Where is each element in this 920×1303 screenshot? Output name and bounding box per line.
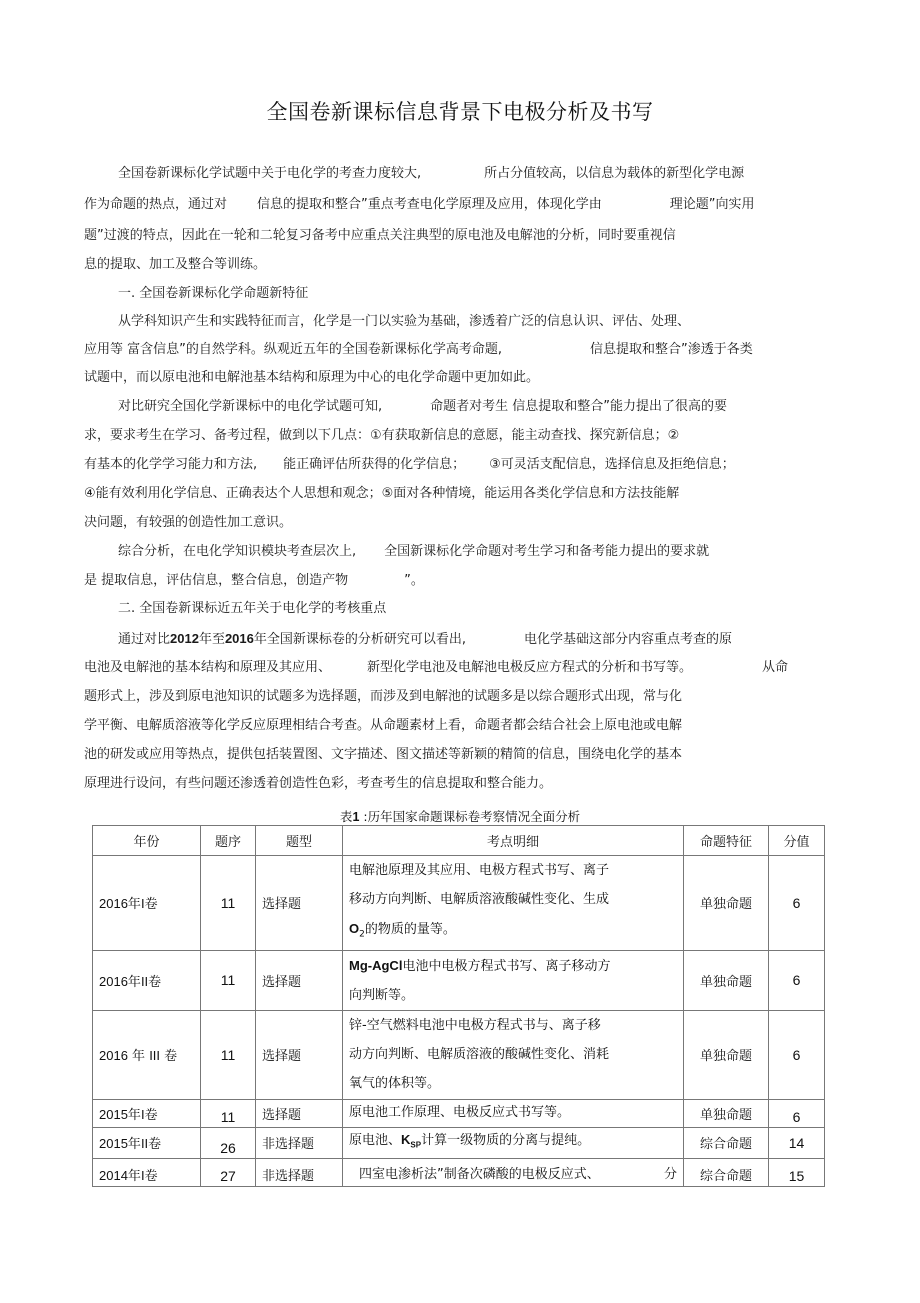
- text: 所占分值较高，以信息为载体的新型化学电源: [484, 166, 745, 181]
- volume-char: 卷: [148, 974, 162, 990]
- cell-detail: [343, 1127, 684, 1158]
- s1-p1-line-1: 从学科知识产生和实践特征而言，化学是一门以实验为基础，渗透着广泛的信息认识、评估、处理、: [118, 314, 691, 329]
- text: 全国卷新课标化学试题中关于电化学的考查力度较大,: [118, 166, 422, 181]
- cell-score: 6: [769, 856, 825, 951]
- text: ③可灵活支配信息，选择信息及拒绝信息；: [489, 457, 735, 472]
- formula-k: K: [401, 1131, 411, 1147]
- s1-p3-line-1: [118, 544, 709, 560]
- text: 年至: [198, 632, 225, 647]
- s1-p3-line-2: [84, 573, 424, 589]
- cell-year: [93, 1127, 201, 1158]
- text: 电池及电解池的基本结构和原理及其应用、: [84, 660, 332, 675]
- detail-line: 电解池原理及其应用、电极方程式书写、离子: [349, 863, 610, 878]
- formula-o: O: [349, 921, 360, 936]
- text: 电化学基础这部分内容重点考查的原: [524, 632, 733, 647]
- formula-sub: 2: [359, 929, 365, 940]
- cell-type: 选择题: [256, 950, 343, 1010]
- s2-p1-line-2: [84, 660, 788, 676]
- cell-type: 选择题: [256, 856, 343, 951]
- volume-char: 卷: [148, 1137, 162, 1153]
- table-row: [93, 1010, 825, 1099]
- year-char: 年: [127, 1049, 150, 1065]
- cell-number: 11: [201, 856, 256, 951]
- text: 新型化学电池及电解池电极反应方程式的分析和书写等。: [367, 660, 693, 675]
- volume-num: II: [140, 973, 149, 989]
- table-row: [93, 1158, 825, 1186]
- s2-p1-line-3: 题形式上，涉及到原电池知识的试题多为选择题，而涉及到电解池的试题多是以综合题形式出现，常与化: [84, 689, 683, 704]
- table-row: [93, 1099, 825, 1127]
- table-row: [93, 950, 825, 1010]
- year-char: 年: [127, 974, 141, 990]
- text: 命题者对考生 信息提取和整合”能力提出了很高的要: [430, 399, 728, 414]
- cell-number: 11: [201, 1099, 256, 1127]
- text: ”。: [404, 573, 424, 588]
- volume-char: 卷: [144, 897, 158, 913]
- document-title: 全国卷新课标信息背景下电极分析及书写: [266, 100, 654, 124]
- s2-p1-line-5: 池的研发或应用等热点，提供包括装置图、文字描述、图文描述等新颖的精简的信息，围绕电化学的基本: [84, 747, 683, 762]
- detail-line: [349, 951, 677, 981]
- cell-number: 11: [201, 1010, 256, 1099]
- table-row: [93, 1127, 825, 1158]
- detail-text: 计算一级物质的分离与提纯。: [421, 1132, 591, 1148]
- caption-number: 1: [352, 810, 360, 824]
- cell-detail: [343, 950, 684, 1010]
- year-2016: 2016: [224, 631, 254, 646]
- cell-type: 非选择题: [256, 1158, 343, 1186]
- year-num: 2016: [99, 1048, 128, 1064]
- formula-sub: SP: [410, 1140, 422, 1150]
- text: 从命: [762, 660, 789, 675]
- table-caption: [0, 807, 920, 825]
- cell-feature: 单独命题: [684, 1099, 769, 1127]
- text: 全国新课标化学命题对考生学习和备考能力提出的要求就: [384, 544, 710, 559]
- volume-char: 卷: [144, 1168, 158, 1184]
- detail-line: [349, 914, 677, 950]
- year-char: 年: [127, 1168, 141, 1184]
- table-row: [93, 856, 825, 951]
- text: 对比研究全国化学新课标中的电化学试题可知,: [118, 399, 383, 414]
- cell-feature: 单独命题: [684, 856, 769, 951]
- cell-feature: 单独命题: [684, 1010, 769, 1099]
- cell-year: [93, 1158, 201, 1186]
- text: 信息提取和整合”渗透于各类: [590, 342, 753, 357]
- s1-p2-line-1: [118, 399, 727, 415]
- detail-text: 的物质的量等。: [364, 922, 456, 937]
- detail-text: 电池中电极方程式书写、离子移动方: [402, 958, 611, 974]
- cell-score: 14: [769, 1127, 825, 1158]
- cell-type: 选择题: [256, 1099, 343, 1127]
- cell-year: [93, 950, 201, 1010]
- year-num: 2015: [99, 1106, 128, 1122]
- section-1-heading: 一. 全国卷新课标化学命题新特征: [118, 286, 309, 301]
- year-char: 年: [127, 1137, 141, 1153]
- cell-detail: 原电池工作原理、电极反应式书写等。: [343, 1099, 684, 1127]
- volume-num: III: [149, 1048, 161, 1064]
- year-num: 2014: [99, 1167, 128, 1183]
- caption-text: :历年国家命题课标卷考察情况全面分析: [359, 809, 581, 824]
- detail-text: 四室电渗析法”制备次磷酸的电极反应式、: [359, 1166, 600, 1182]
- volume-num: II: [140, 1136, 149, 1152]
- s1-p2-line-2: 求，要求考生在学习、备考过程，做到以下几点：①有获取新信息的意愿，能主动查找、探究新信息；②: [84, 428, 680, 443]
- s1-p2-line-3: [84, 457, 735, 473]
- header-type: 题型: [256, 826, 343, 856]
- text: 作为命题的热点，通过对: [84, 197, 228, 212]
- cell-feature: 综合命题: [684, 1158, 769, 1186]
- intro-line-2: [84, 197, 755, 213]
- cell-number: 27: [201, 1158, 256, 1186]
- table-header-row: [93, 826, 825, 856]
- year-num: 2015: [99, 1136, 128, 1152]
- cell-detail: [343, 1158, 684, 1186]
- intro-line-3: 题”过渡的特点，因此在一轮和二轮复习备考中应重点关注典型的原电池及电解池的分析，同时要重视信: [84, 228, 676, 243]
- header-score: 分值: [769, 826, 825, 856]
- detail-line: 移动方向判断、电解质溶液酸碱性变化、生成: [349, 892, 610, 907]
- text: 能正确评估所获得的化学信息；: [283, 457, 466, 472]
- detail-line: 动方向判断、电解质溶液的酸碱性变化、消耗: [349, 1047, 610, 1063]
- cell-score: 6: [769, 1010, 825, 1099]
- cell-score: 6: [769, 950, 825, 1010]
- s1-p2-line-5: 决问题，有较强的创造性加工意识。: [84, 515, 293, 530]
- s1-p1-line-2: [84, 342, 753, 358]
- year-2012: 2012: [170, 631, 199, 646]
- caption-prefix: 表: [339, 809, 353, 824]
- s2-p1-line-1: [118, 631, 732, 648]
- cell-year: [93, 856, 201, 951]
- volume-num: I: [140, 896, 145, 912]
- text: 应用等 富含信息”的自然学科。纵观近五年的全国卷新课标化学高考命题,: [84, 342, 502, 357]
- intro-line-4: 息的提取、加工及整合等训练。: [84, 257, 267, 272]
- cell-detail: [343, 1010, 684, 1099]
- cell-score: 15: [769, 1158, 825, 1186]
- header-feature: 命题特征: [684, 826, 769, 856]
- header-number: 题序: [201, 826, 256, 856]
- text: 是 提取信息，评估信息，整合信息，创造产物: [84, 573, 349, 588]
- header-year: 年份: [93, 826, 201, 856]
- cell-type: 选择题: [256, 1010, 343, 1099]
- cell-number: 11: [201, 950, 256, 1010]
- detail-line: 氧气的体积等。: [349, 1076, 441, 1092]
- s2-p1-line-6: 原理进行设问，有些问题还渗透着创造性色彩，考查考生的信息提取和整合能力。: [84, 776, 553, 791]
- cell-score: 6: [769, 1099, 825, 1127]
- detail-line: 锌-空气燃料电池中电极方程式书与、离子移: [349, 1018, 601, 1034]
- year-num: 2016: [99, 973, 128, 989]
- s2-p1-line-4: 学平衡、电解质溶液等化学反应原理相结合考查。从命题素材上看，命题者都会结合社会上原电池或电解: [84, 718, 683, 733]
- text: 有基本的化学学习能力和方法,: [84, 457, 258, 472]
- text: 年全国新课标卷的分析研究可以看出,: [253, 632, 467, 647]
- section-2-heading: 二. 全国卷新课标近五年关于电化学的考核重点: [118, 601, 387, 616]
- s1-p1-line-3: 试题中，而以原电池和电解池基本结构和原理为中心的电化学命题中更加如此。: [84, 370, 540, 385]
- detail-text: 分: [663, 1166, 677, 1182]
- year-char: 年: [127, 1107, 141, 1123]
- year-char: 年: [127, 897, 141, 913]
- cell-year: [93, 1010, 201, 1099]
- cell-feature: 综合命题: [684, 1127, 769, 1158]
- cell-detail: [343, 856, 684, 951]
- text: 理论题”向实用: [669, 197, 755, 212]
- volume-num: I: [140, 1167, 145, 1183]
- text: 通过对比: [118, 632, 171, 647]
- header-detail: 考点明细: [343, 826, 684, 856]
- formula-mg-agcl: Mg-AgCl: [349, 957, 403, 973]
- cell-number: 26: [201, 1127, 256, 1158]
- intro-line-1: [118, 166, 744, 182]
- analysis-table: [92, 825, 825, 1187]
- volume-char: 卷: [160, 1049, 178, 1065]
- s1-p2-line-4: ④能有效利用化学信息、正确表达个人思想和观念；⑤面对各种情境，能运用各类化学信息和方法技能解: [84, 486, 680, 501]
- cell-year: [93, 1099, 201, 1127]
- volume-num: I: [140, 1106, 145, 1122]
- text: 信息的提取和整合”重点考查电化学原理及应用，体现化学由: [257, 197, 602, 212]
- text: 综合分析，在电化学知识模块考查层次上,: [118, 544, 357, 559]
- volume-char: 卷: [144, 1107, 158, 1123]
- detail-line: 向判断等。: [349, 987, 415, 1003]
- cell-type: 非选择题: [256, 1127, 343, 1158]
- year-num: 2016: [99, 896, 128, 912]
- detail-text: 原电池、: [349, 1132, 402, 1148]
- cell-feature: 单独命题: [684, 950, 769, 1010]
